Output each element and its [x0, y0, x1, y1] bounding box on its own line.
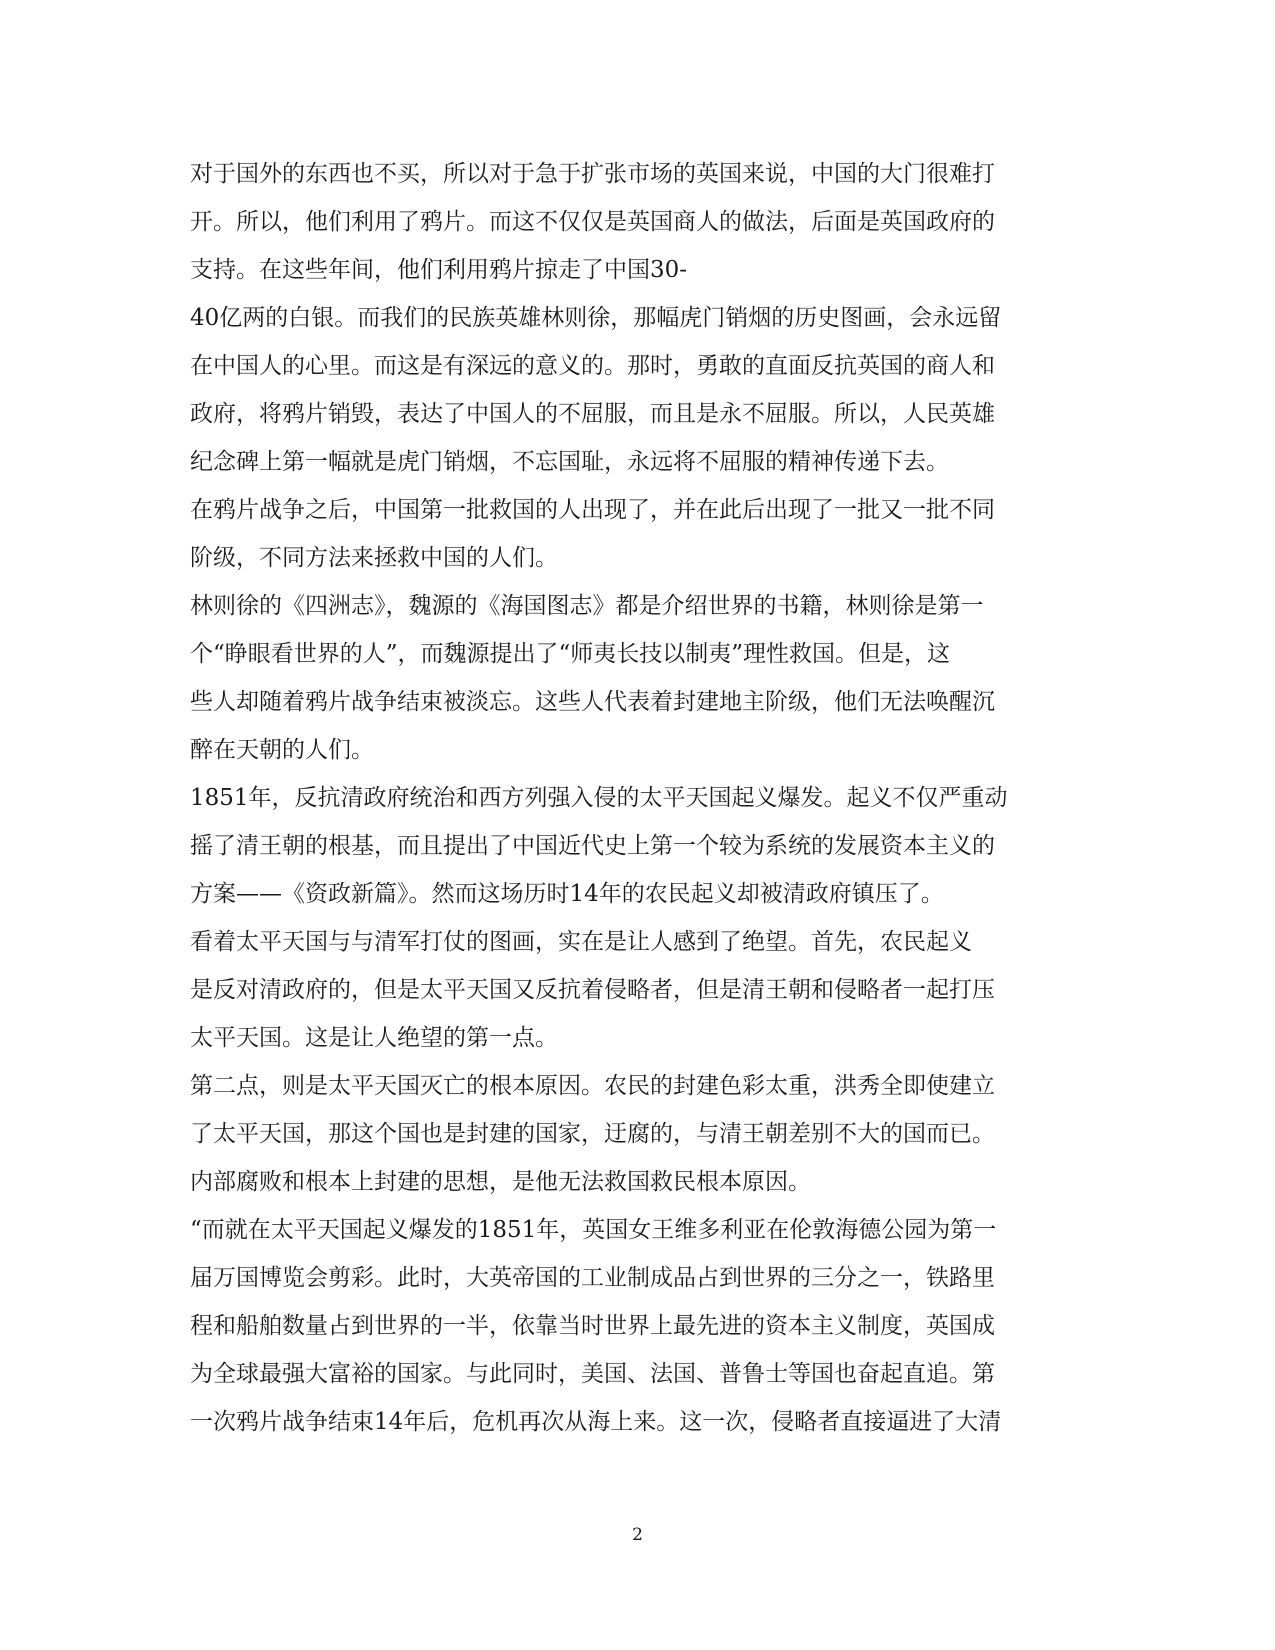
text-line: 40亿两的白银。而我们的民族英雄林则徐，那幅虎门销烟的历史图画，会永远留 [190, 305, 1002, 331]
text-line: 些人却随着鸦片战争结束被淡忘。这些人代表着封建地主阶级，他们无法唤醒沉 [190, 689, 995, 715]
text-line: 太平天国。这是让人绝望的第一点。 [190, 1025, 558, 1051]
text-line: 内部腐败和根本上封建的思想，是他无法救国救民根本原因。 [190, 1169, 811, 1195]
text-line: 看着太平天国与与清军打仗的图画，实在是让人感到了绝望。首先，农民起义 [190, 929, 972, 955]
text-line: 开。所以，他们利用了鸦片。而这不仅仅是英国商人的做法，后面是英国政府的 [190, 209, 995, 235]
text-line: 在中国人的心里。而这是有深远的意义的。那时，勇敢的直面反抗英国的商人和 [190, 353, 995, 379]
text-line: 第二点，则是太平天国灭亡的根本原因。农民的封建色彩太重，洪秀全即使建立 [190, 1073, 995, 1099]
text-line: 林则徐的《四洲志》，魏源的《海国图志》都是介绍世界的书籍，林则徐是第一 [190, 593, 984, 619]
text-line: 了太平天国，那这个国也是封建的国家，迂腐的，与清王朝差别不大的国而已。 [190, 1121, 995, 1147]
text-line: 纪念碑上第一幅就是虎门销烟，不忘国耻，永远将不屈服的精神传递下去。 [190, 449, 949, 475]
text-line: 为全球最强大富裕的国家。与此同时，美国、法国、普鲁士等国也奋起直追。第 [190, 1361, 995, 1387]
text-line: 对于国外的东西也不买，所以对于急于扩张市场的英国来说，中国的大门很难打 [190, 161, 995, 187]
text-line: 摇了清王朝的根基，而且提出了中国近代史上第一个较为系统的发展资本主义的 [190, 833, 995, 859]
text-line: 阶级，不同方法来拯救中国的人们。 [190, 545, 558, 571]
text-line: 方案——《资政新篇》。然而这场历时14年的农民起义却被清政府镇压了。 [190, 881, 944, 907]
page-number: 2 [632, 1525, 643, 1545]
text-line: “而就在太平天国起义爆发的1851年，英国女王维多利亚在伦敦海德公园为第一 [190, 1217, 997, 1243]
text-line: 一次鸦片战争结束14年后，危机再次从海上来。这一次，侵略者直接逼进了大清 [190, 1409, 1002, 1435]
text-line: 支持。在这些年间，他们利用鸦片掠走了中国30- [190, 257, 688, 283]
text-line: 政府，将鸦片销毁，表达了中国人的不屈服，而且是永不屈服。所以，人民英雄 [190, 401, 995, 427]
text-line: 1851年，反抗清政府统治和西方列强入侵的太平天国起义爆发。起义不仅严重动 [190, 785, 1008, 811]
text-line: 在鸦片战争之后，中国第一批救国的人出现了，并在此后出现了一批又一批不同 [190, 497, 995, 523]
text-line: 醉在天朝的人们。 [190, 737, 374, 763]
text-line: 个“睁眼看世界的人”，而魏源提出了“师夷长技以制夷”理性救国。但是，这 [190, 641, 951, 667]
text-line: 是反对清政府的，但是太平天国又反抗着侵略者，但是清王朝和侵略者一起打压 [190, 977, 995, 1003]
text-line: 届万国博览会剪彩。此时，大英帝国的工业制成品占到世界的三分之一，铁路里 [190, 1265, 995, 1291]
body-text [190, 150, 1070, 1446]
text-line: 程和船舶数量占到世界的一半，依靠当时世界上最先进的资本主义制度，英国成 [190, 1313, 995, 1339]
